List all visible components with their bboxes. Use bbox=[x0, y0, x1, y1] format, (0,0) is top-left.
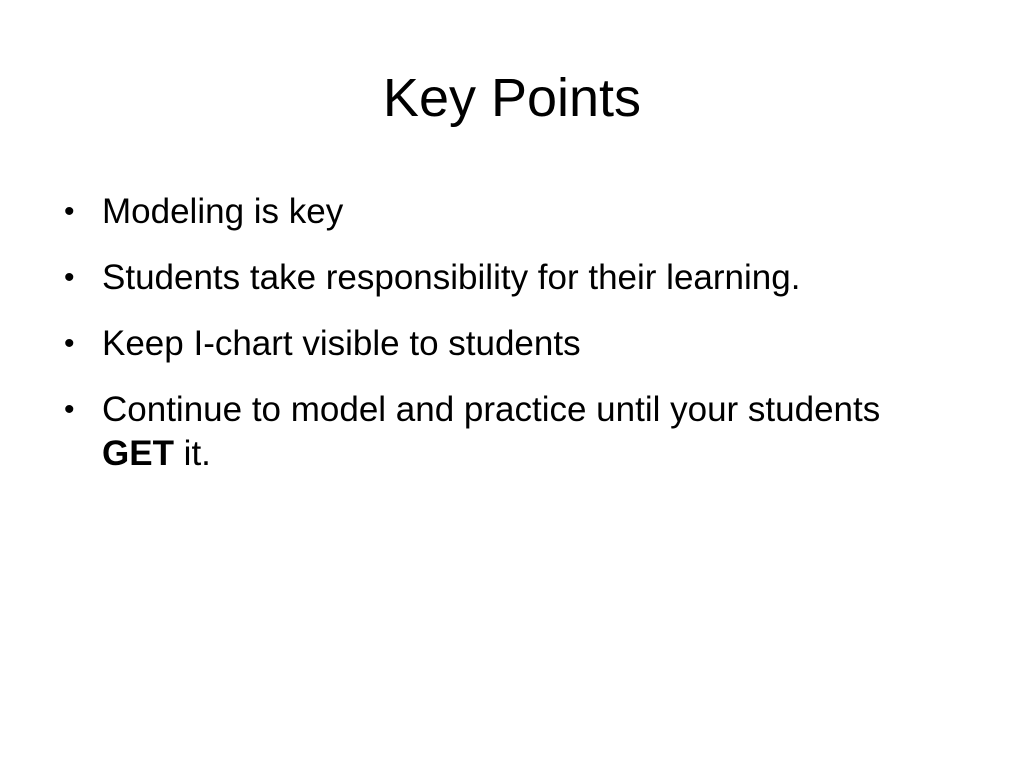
bullet-text-before: Continue to model and practice until your students bbox=[102, 390, 881, 429]
bullet-text: Modeling is key bbox=[102, 192, 344, 231]
bullet-item bbox=[60, 190, 940, 234]
bullet-text: Students take responsibility for their learning. bbox=[102, 258, 801, 297]
bullet-text: Keep I-chart visible to students bbox=[102, 324, 581, 363]
bullet-item bbox=[60, 322, 940, 366]
bullet-icon: • bbox=[64, 261, 75, 294]
bullet-list bbox=[60, 190, 940, 498]
bullet-emphasis: GET bbox=[102, 434, 174, 473]
slide-title: Key Points bbox=[382, 68, 642, 128]
bullet-text bbox=[102, 390, 880, 473]
bullet-icon: • bbox=[64, 393, 75, 426]
bullet-icon: • bbox=[64, 327, 75, 360]
bullet-text-after: it. bbox=[173, 434, 211, 473]
bullet-icon: • bbox=[64, 195, 75, 228]
bullet-item bbox=[60, 388, 940, 476]
bullet-item bbox=[60, 256, 940, 300]
